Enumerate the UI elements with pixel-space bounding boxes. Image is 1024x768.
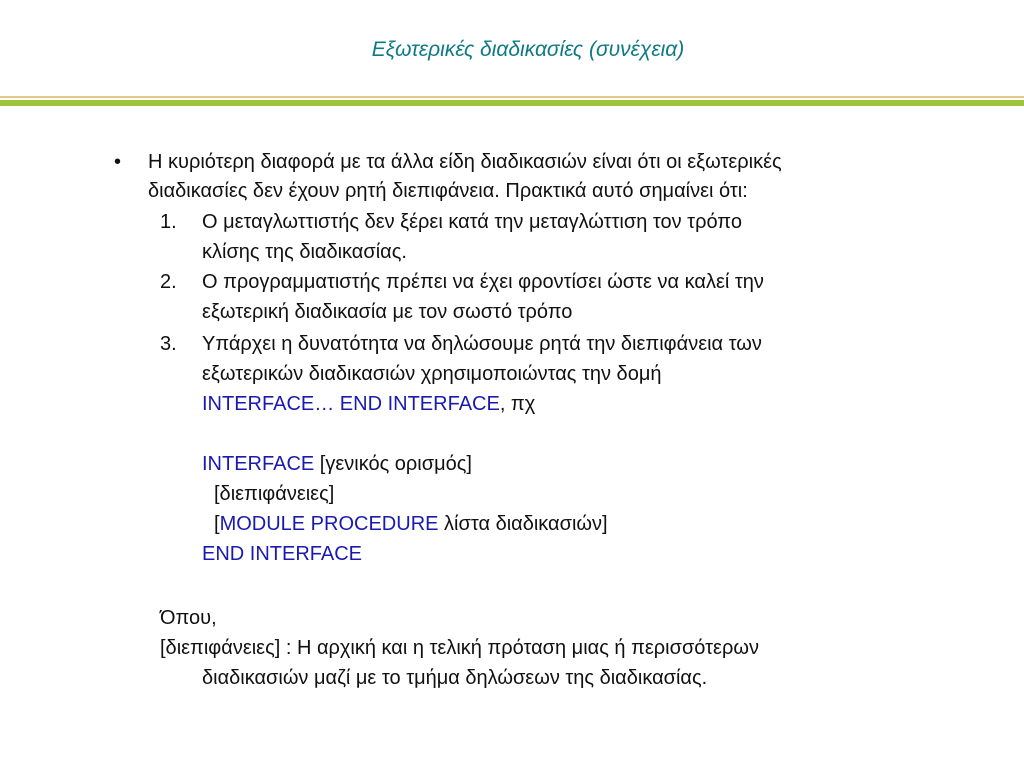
item-1-line-2: κλίσης της διαδικασίας. — [202, 241, 407, 263]
definition-line-1: [διεπιφάνειες] : Η αρχική και η τελική πρόταση μιας ή περισσότερων — [160, 637, 759, 659]
definition-line-2: διαδικασιών μαζί με το τμήμα δηλώσεων της διαδικασίας. — [202, 667, 708, 689]
code-generic-spec: [γενικός ορισμός] — [314, 453, 472, 475]
item-3-number: 3. — [160, 333, 177, 355]
bullet-marker: • — [114, 151, 122, 173]
item-1-number: 1. — [160, 211, 177, 233]
example-suffix: , πχ — [499, 393, 536, 415]
where-label: Όπου, — [160, 607, 217, 629]
code-bracket-open: [ — [214, 513, 220, 535]
item-3-line-2: εξωτερικών διαδικασιών χρησιμοποιώντας την δομή — [202, 363, 662, 385]
item-3-line-3 — [202, 390, 535, 419]
code-line-1 — [202, 450, 472, 479]
code-line-2: [διεπιφάνειες] — [214, 483, 335, 505]
code-keyword-interface: INTERFACE — [202, 453, 315, 475]
code-procedure-list: λίστα διαδικασιών] — [438, 513, 608, 535]
slide-title: Εξωτερικές διαδικασίες (συνέχεια) — [371, 38, 685, 61]
item-2-line-1: Ο προγραμματιστής πρέπει να έχει φροντίσει ώστε να καλεί την — [202, 271, 764, 293]
code-keyword-end-interface: END INTERFACE — [202, 543, 363, 565]
intro-line-1: Η κυριότερη διαφορά με τα άλλα είδη διαδικασιών είναι ότι οι εξωτερικές — [148, 151, 782, 173]
header-divider-thin — [0, 96, 1024, 98]
header-divider-thick — [0, 100, 1024, 106]
intro-line-2: διαδικασίες δεν έχουν ρητή διεπιφάνεια. Πρακτικά αυτό σημαίνει ότι: — [148, 180, 748, 202]
item-1-line-1: Ο μεταγλωττιστής δεν ξέρει κατά την μεταγλώττιση τον τρόπο — [202, 211, 742, 233]
item-2-number: 2. — [160, 271, 177, 293]
item-2-line-2: εξωτερική διαδικασία με τον σωστό τρόπο — [202, 301, 573, 323]
item-3-line-1: Υπάρχει η δυνατότητα να δηλώσουμε ρητά την διεπιφάνεια των — [202, 333, 762, 355]
code-keyword-module-procedure: MODULE PROCEDURE — [219, 513, 439, 535]
code-line-3 — [214, 510, 608, 539]
interface-keyword-pair: INTERFACE… END INTERFACE — [202, 393, 500, 415]
